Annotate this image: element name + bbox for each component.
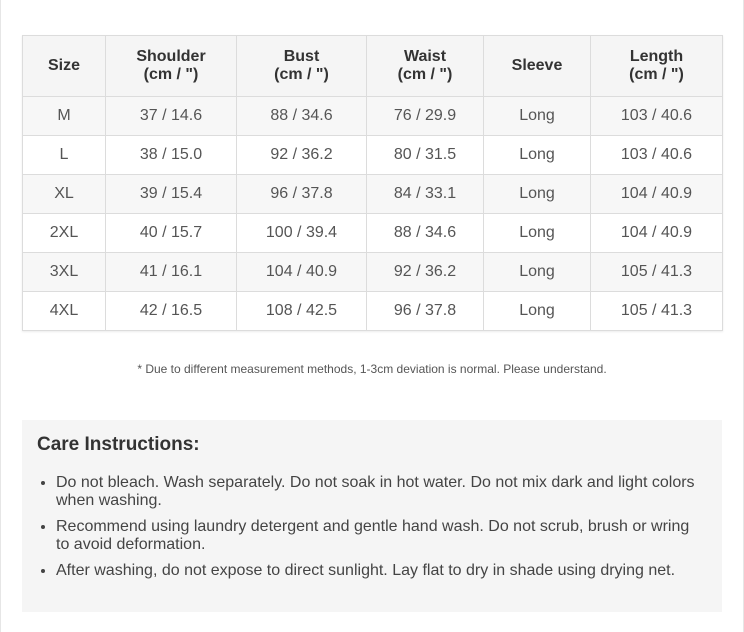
cell-sleeve: Long	[484, 97, 591, 136]
care-instructions-title: Care Instructions:	[37, 434, 200, 455]
cell-bust: 104 / 40.9	[237, 253, 367, 292]
care-instructions-panel	[22, 420, 722, 612]
cell-size: XL	[23, 175, 106, 214]
header-label: Sleeve	[511, 57, 563, 74]
header-unit: (cm / ")	[397, 66, 453, 83]
cell-shoulder: 42 / 16.5	[106, 292, 237, 331]
cell-bust: 88 / 34.6	[237, 97, 367, 136]
cell-size: M	[23, 97, 106, 136]
cell-bust: 96 / 37.8	[237, 175, 367, 214]
cell-length: 104 / 40.9	[591, 214, 723, 253]
cell-sleeve: Long	[484, 136, 591, 175]
header-cell-length	[591, 36, 723, 97]
header-label: Size	[47, 57, 80, 74]
cell-shoulder: 40 / 15.7	[106, 214, 237, 253]
header-unit: (cm / ")	[274, 66, 329, 83]
header-cell-size	[23, 36, 106, 97]
cell-length: 105 / 41.3	[591, 253, 723, 292]
cell-size: L	[23, 136, 106, 175]
cell-shoulder: 37 / 14.6	[106, 97, 237, 136]
cell-waist: 96 / 37.8	[367, 292, 484, 331]
table-row	[23, 97, 723, 136]
cell-waist: 80 / 31.5	[367, 136, 484, 175]
measurement-note: * Due to different measurement methods, 1-3cm deviation is normal. Please understand.	[137, 362, 607, 376]
cell-size: 4XL	[23, 292, 106, 331]
cell-length: 104 / 40.9	[591, 175, 723, 214]
table-row	[23, 214, 723, 253]
cell-shoulder: 38 / 15.0	[106, 136, 237, 175]
header-cell-waist	[367, 36, 484, 97]
cell-waist: 88 / 34.6	[367, 214, 484, 253]
header-unit: (cm / ")	[143, 66, 199, 83]
cell-bust: 108 / 42.5	[237, 292, 367, 331]
table-row	[23, 136, 723, 175]
header-label: Waist	[403, 48, 447, 65]
cell-length: 103 / 40.6	[591, 136, 723, 175]
cell-sleeve: Long	[484, 253, 591, 292]
cell-length: 103 / 40.6	[591, 97, 723, 136]
table-row	[23, 253, 723, 292]
size-chart-table	[22, 35, 723, 331]
cell-size: 3XL	[23, 253, 106, 292]
cell-size: 2XL	[23, 214, 106, 253]
header-cell-bust	[237, 36, 367, 97]
cell-waist: 92 / 36.2	[367, 253, 484, 292]
cell-sleeve: Long	[484, 214, 591, 253]
header-cell-shoulder	[106, 36, 237, 97]
cell-shoulder: 41 / 16.1	[106, 253, 237, 292]
header-row	[23, 36, 723, 97]
size-chart-header	[23, 36, 723, 97]
list-item: • Do not bleach. Wash separately. Do not soak in hot water. Do not mix dark and light colors when washing.	[56, 474, 706, 510]
cell-shoulder: 39 / 15.4	[106, 175, 237, 214]
cell-waist: 76 / 29.9	[367, 97, 484, 136]
list-item: • Recommend using laundry detergent and gentle hand wash. Do not scrub, brush or wring to avoid deformation.	[56, 518, 706, 554]
header-cell-sleeve	[484, 36, 591, 97]
cell-sleeve: Long	[484, 175, 591, 214]
care-instructions-list	[37, 474, 706, 580]
cell-sleeve: Long	[484, 292, 591, 331]
page-border-left	[0, 0, 1, 632]
table-row	[23, 292, 723, 331]
table-row	[23, 175, 723, 214]
header-label: Shoulder	[136, 48, 206, 65]
cell-length: 105 / 41.3	[591, 292, 723, 331]
header-label: Length	[629, 48, 684, 65]
size-chart-body	[23, 97, 723, 331]
cell-bust: 100 / 39.4	[237, 214, 367, 253]
list-item: • After washing, do not expose to direct sunlight. Lay flat to dry in shade using drying net.	[56, 562, 706, 580]
header-label: Bust	[283, 48, 320, 65]
header-unit: (cm / ")	[629, 66, 684, 83]
cell-bust: 92 / 36.2	[237, 136, 367, 175]
cell-waist: 84 / 33.1	[367, 175, 484, 214]
